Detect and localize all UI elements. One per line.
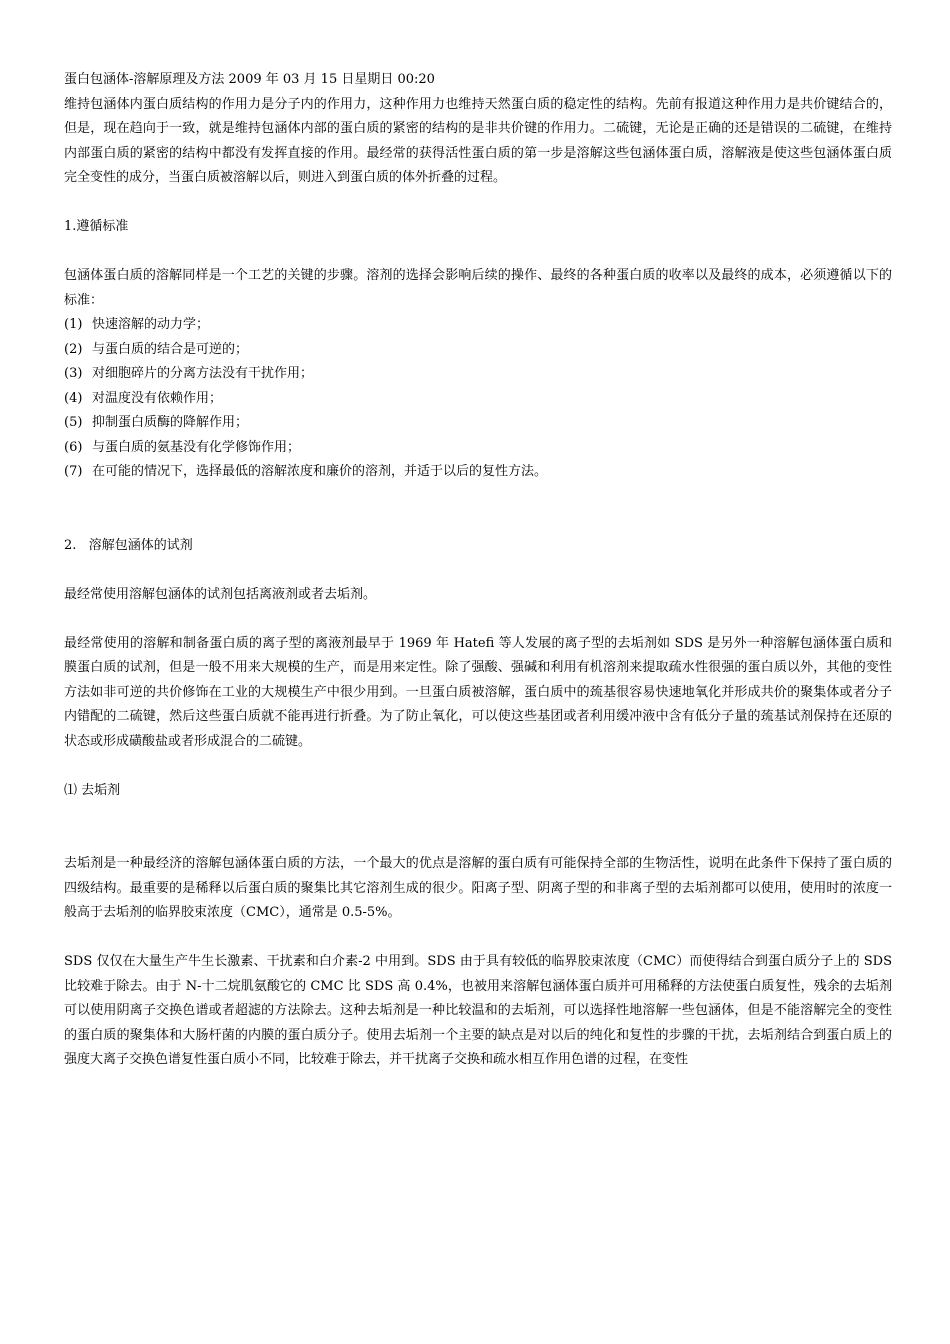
document-header-line: 蛋白包涵体-溶解原理及方法 2009 年 03 月 15 日星期日 00:20 — [64, 72, 435, 87]
criteria-item-4 — [64, 387, 892, 412]
criteria-text: 在可能的情况下，选择最低的溶解浓度和廉价的溶剂，并适于以后的复性方法。 — [92, 464, 548, 479]
subsection-detergent-heading: ⑴ 去垢剂 — [64, 782, 121, 798]
section-2-intro: 最经常使用溶解包涵体的试剂包括离液剂或者去垢剂。 — [64, 586, 377, 602]
criteria-text: 快速溶解的动力学； — [92, 317, 210, 332]
document-page — [64, 68, 892, 1073]
criteria-number: (4) — [64, 390, 83, 406]
criteria-number: (2) — [64, 341, 83, 357]
criteria-item-7 — [64, 460, 892, 485]
intro-paragraph: 维持包涵体内蛋白质结构的作用力是分子内的作用力，这种作用力也维持天然蛋白质的稳定性的结构。先前有报道这种作用力是共价键结合的，但是，现在趋向于一致，就是维持包涵体内部的蛋白质的紧密的结构的是非共价键的作用力。二硫键，无论是正确的还是错误的二硫键，在维持内部蛋白质的紧密的结构中都没有发挥直接的作用。最经常的获得活性蛋白质的第一步是溶解这些包涵体蛋白质，溶解液是使这些包涵体蛋白质完全变性的成分，当蛋白质被溶解以后，则进入到蛋白质的体外折叠的过程。 — [64, 96, 892, 185]
criteria-number: (1) — [64, 317, 83, 332]
criteria-text: 抑制蛋白质酶的降解作用； — [92, 415, 249, 430]
criteria-item-6 — [64, 436, 892, 461]
criteria-number: (7) — [64, 464, 83, 479]
detergent-paragraph: 去垢剂是一种最经济的溶解包涵体蛋白质的方法，一个最大的优点是溶解的蛋白质有可能保持全部的生物活性，说明在此条件下保持了蛋白质的四级结构。最重要的是稀释以后蛋白质的聚集比其它溶剂生成的很少。阳离子型、阴离子型的和非离子型的去垢剂都可以使用，使用时的浓度一般高于去垢剂的临界胶束浓度（CMC），通常是 0.5-5%。 — [64, 856, 892, 920]
criteria-text: 对细胞碎片的分离方法没有干扰作用； — [92, 366, 314, 381]
section-1-heading: 1.遵循标准 — [64, 219, 129, 234]
section-1-paragraph: 包涵体蛋白质的溶解同样是一个工艺的关键的步骤。溶剂的选择会影响后续的操作、最终的各种蛋白质的收率以及最终的成本，必须遵循以下的标准： — [64, 268, 892, 308]
criteria-number: (3) — [64, 366, 83, 381]
criteria-number: (5) — [64, 415, 83, 430]
criteria-number: (6) — [64, 439, 83, 455]
criteria-text: 与蛋白质的结合是可逆的； — [92, 341, 249, 357]
section-2-paragraph: 最经常使用的溶解和制备蛋白质的离子型的离液剂最早于 1969 年 Hatefi 等人发展的离子型的去垢剂如 SDS 是另外一种溶解包涵体蛋白质和膜蛋白质的试剂，但是一般不用来大规模的生产，而是用来定性。除了强酸、强碱和利用有机溶剂来提取疏水性很强的蛋白质以外，其他的变性方法如非可逆的共价修饰在工业的大规模生产中很少用到。一旦蛋白质被溶解，蛋白质中的巯基很容易快速地氧化并形成共价的聚集体或者分子内错配的二硫键，然后这些蛋白质就不能再进行折叠。为了防止氧化，可以使这些基团或者利用缓冲液中含有低分子量的巯基试剂保持在还原的状态或形成磺酸盐或者形成混合的二硫键。 — [64, 635, 892, 749]
criteria-text: 与蛋白质的氨基没有化学修饰作用； — [92, 439, 301, 455]
sds-paragraph: SDS 仅仅在大量生产牛生长激素、干扰素和白介素-2 中用到。SDS 由于具有较低的临界胶束浓度（CMC）而使得结合到蛋白质分子上的 SDS 比较难于除去。由于 N-十二烷肌氨酸它的 CMC 比 SDS 高 0.4%，也被用来溶解包涵体蛋白质并可用稀释的方法使蛋白质复性，残余的去垢剂可以使用阴离子交换色谱或者超滤的方法除去。这种去垢剂是一种比较温和的去垢剂，可以选择性地溶解一些包涵体，但是不能溶解完全的变性的蛋白质的聚集体和大肠杆菌的内膜的蛋白质分子。使用去垢剂一个主要的缺点是对以后的纯化和复性的步骤的干扰，去垢剂结合到蛋白质上的强度大离子交换色谱复性蛋白质小不同，比较难于除去，并干扰离子交换和疏水相互作用色谱的过程，在变性 — [64, 954, 892, 1067]
criteria-item-3 — [64, 362, 892, 387]
criteria-item-5 — [64, 411, 892, 436]
section-2-heading: 2. 溶解包涵体的试剂 — [64, 537, 193, 553]
criteria-item-2 — [64, 338, 892, 363]
criteria-item-1 — [64, 313, 892, 338]
criteria-text: 对温度没有依赖作用； — [92, 390, 223, 406]
